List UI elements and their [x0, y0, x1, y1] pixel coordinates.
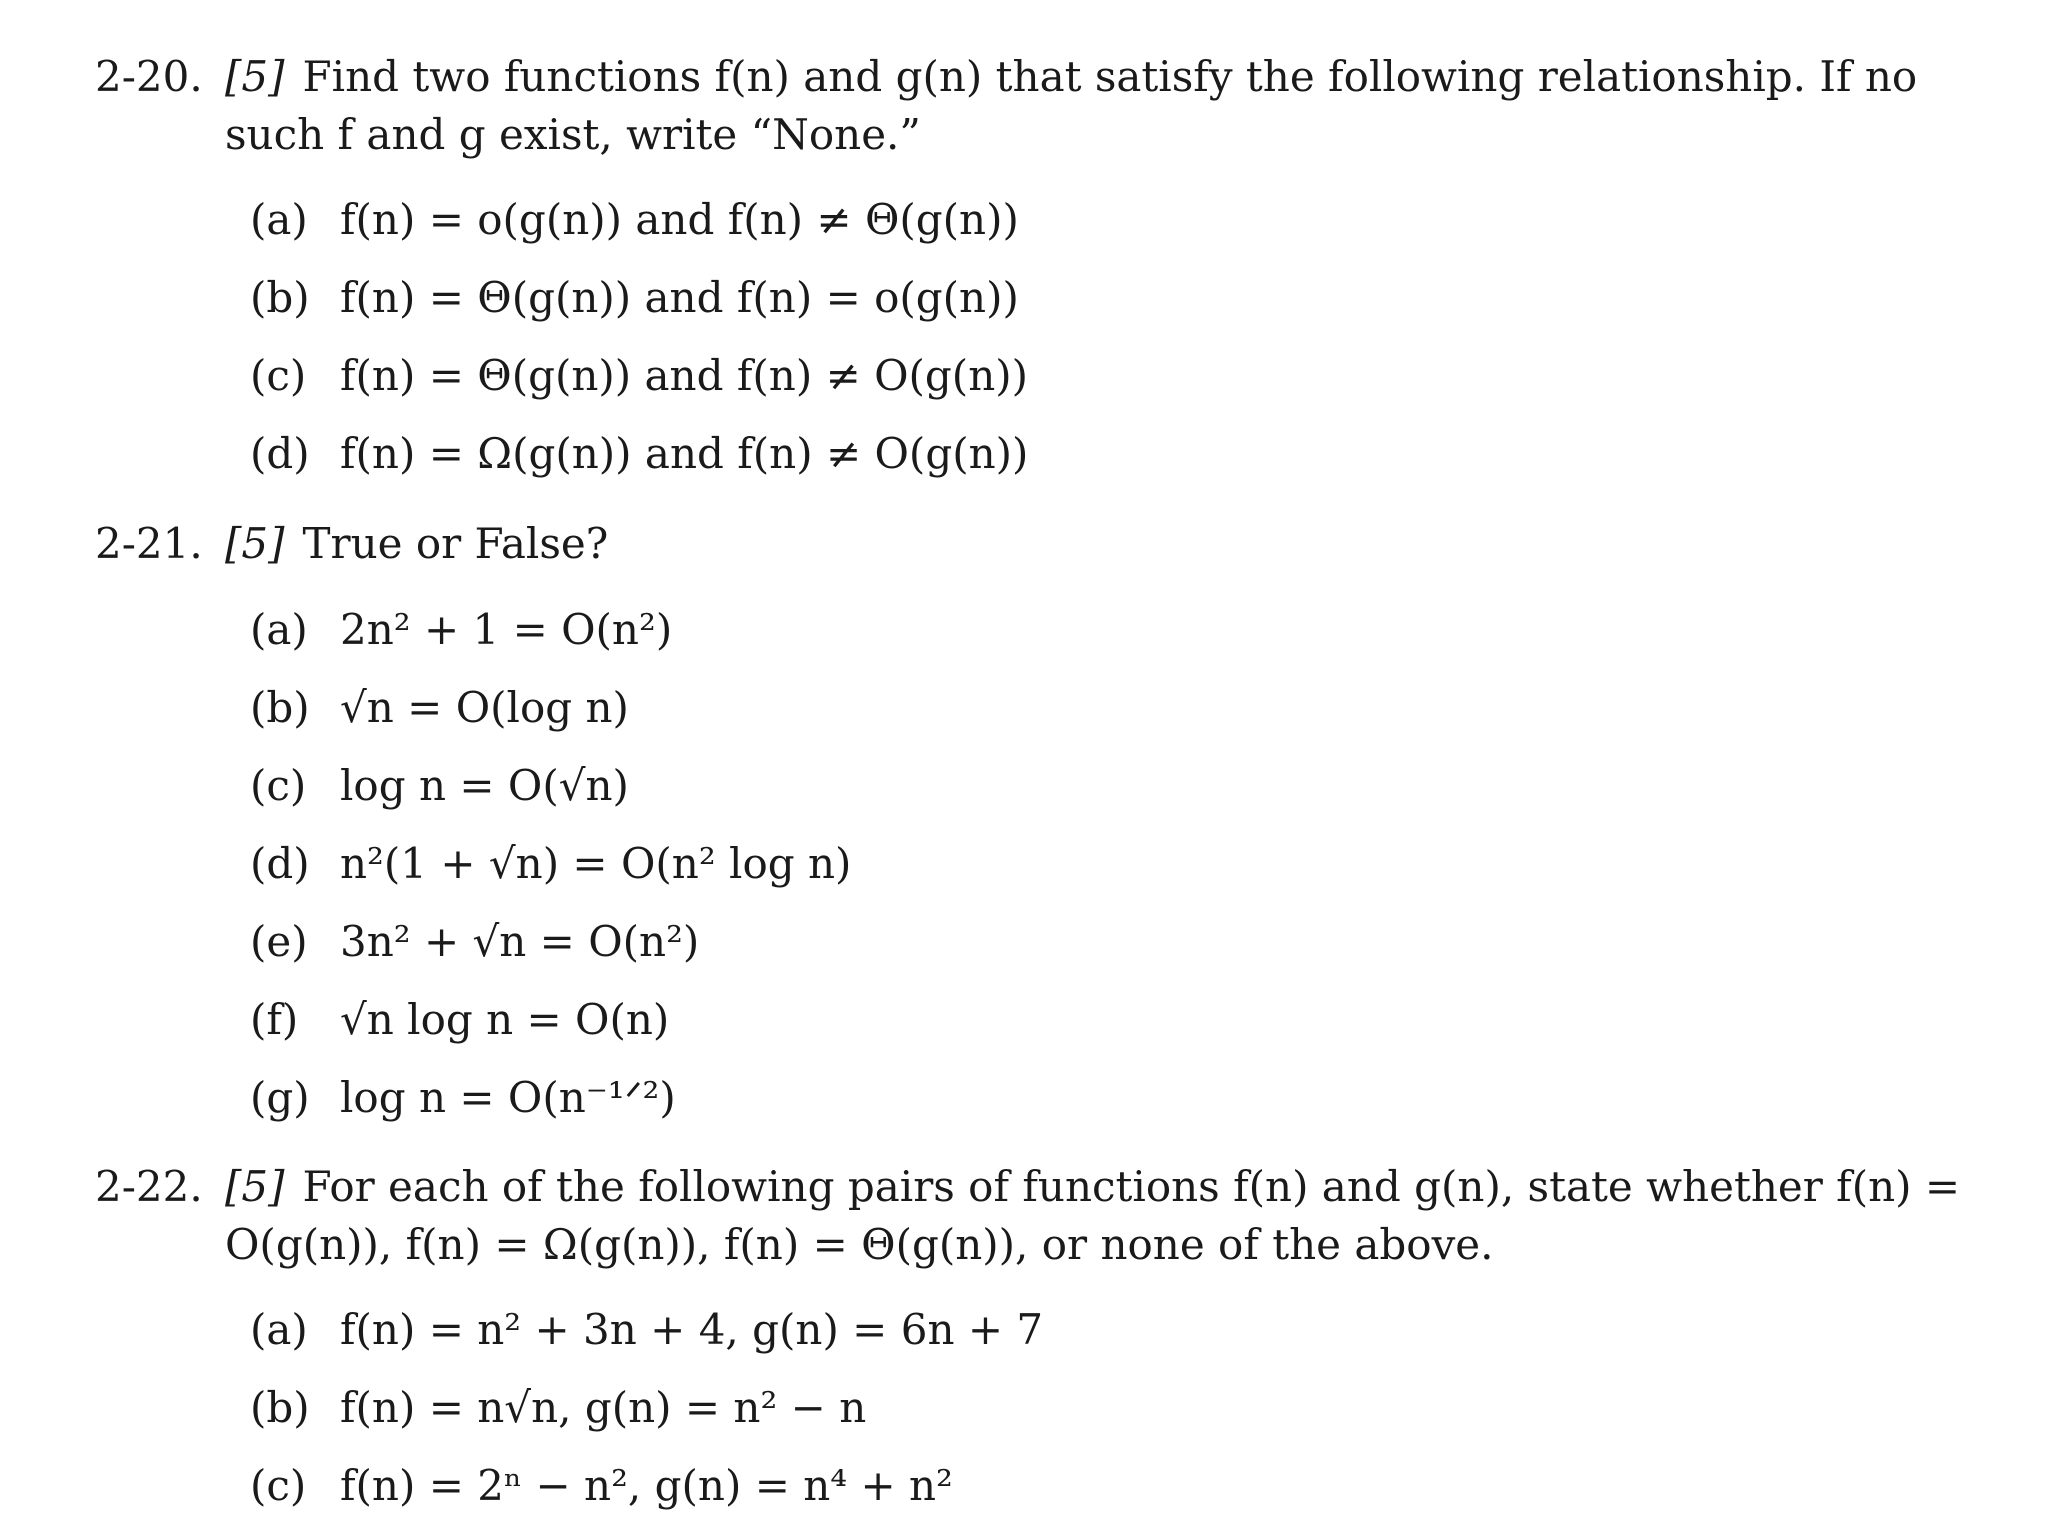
list-item: [250, 351, 1028, 400]
list-item: [250, 429, 1028, 478]
problem-text-line-1: Find two functions f(n) and g(n) that satisfy the following relationship. If no: [302, 52, 1918, 101]
problem-text-line-2: O(g(n)), f(n) = Ω(g(n)), f(n) = Θ(g(n)), or none of the above.: [225, 1220, 1494, 1269]
item-label: (c): [250, 351, 307, 400]
item-label: (a): [250, 195, 308, 244]
item-expression: log n = O(n⁻¹ᐟ²): [340, 1073, 676, 1122]
list-item: [250, 1461, 953, 1510]
item-expression: √n log n = O(n): [340, 995, 670, 1044]
item-expression: n²(1 + √n) = O(n² log n): [340, 839, 852, 888]
list-item: [250, 761, 629, 810]
item-label: (d): [250, 429, 310, 478]
item-label: (e): [250, 917, 308, 966]
list-item: [250, 195, 1019, 244]
item-expression: f(n) = o(g(n)) and f(n) ≠ Θ(g(n)): [340, 195, 1019, 244]
problem-2-22: [95, 1158, 1995, 1274]
list-item: [250, 1383, 866, 1432]
item-label: (a): [250, 1305, 308, 1354]
item-expression: 2n² + 1 = O(n²): [340, 605, 673, 654]
list-item: [250, 683, 629, 732]
list-item: [250, 605, 672, 654]
list-item: [250, 273, 1019, 322]
item-expression: f(n) = Θ(g(n)) and f(n) = o(g(n)): [340, 273, 1019, 322]
problem-points: [5]: [225, 1162, 285, 1211]
item-expression: f(n) = Θ(g(n)) and f(n) ≠ O(g(n)): [340, 351, 1029, 400]
problem-2-20: [95, 48, 1995, 164]
item-label: (c): [250, 761, 307, 810]
item-label: (d): [250, 839, 310, 888]
list-item: [250, 1305, 1043, 1354]
problem-2-21: [95, 515, 1995, 573]
item-label: (f): [250, 995, 299, 1044]
problem-statement: [225, 515, 1995, 573]
list-item: [250, 839, 851, 888]
item-label: (b): [250, 683, 310, 732]
item-label: (g): [250, 1073, 310, 1122]
problem-text-line-2: such f and g exist, write “None.”: [225, 110, 921, 159]
problem-number: 2-22.: [95, 1162, 203, 1211]
problem-number: 2-20.: [95, 52, 203, 101]
problem-text-line-1: For each of the following pairs of functions f(n) and g(n), state whether f(n) =: [302, 1162, 1961, 1211]
list-item: [250, 1073, 676, 1122]
problem-points: [5]: [225, 52, 285, 101]
item-label: (b): [250, 1383, 310, 1432]
item-label: (c): [250, 1461, 307, 1510]
problem-points: [5]: [225, 519, 285, 568]
item-expression: 3n² + √n = O(n²): [340, 917, 700, 966]
item-expression: f(n) = Ω(g(n)) and f(n) ≠ O(g(n)): [340, 429, 1029, 478]
problem-number: 2-21.: [95, 519, 203, 568]
list-item: [250, 995, 669, 1044]
item-expression: f(n) = 2ⁿ − n², g(n) = n⁴ + n²: [340, 1461, 953, 1510]
problem-statement: [225, 48, 1995, 106]
problem-statement: [225, 1158, 1995, 1216]
item-expression: log n = O(√n): [340, 761, 629, 810]
item-expression: √n = O(log n): [340, 683, 629, 732]
item-expression: f(n) = n√n, g(n) = n² − n: [340, 1383, 867, 1432]
problem-text-line-1: True or False?: [302, 519, 609, 568]
item-label: (b): [250, 273, 310, 322]
item-expression: f(n) = n² + 3n + 4, g(n) = 6n + 7: [340, 1305, 1044, 1354]
list-item: [250, 917, 699, 966]
item-label: (a): [250, 605, 308, 654]
